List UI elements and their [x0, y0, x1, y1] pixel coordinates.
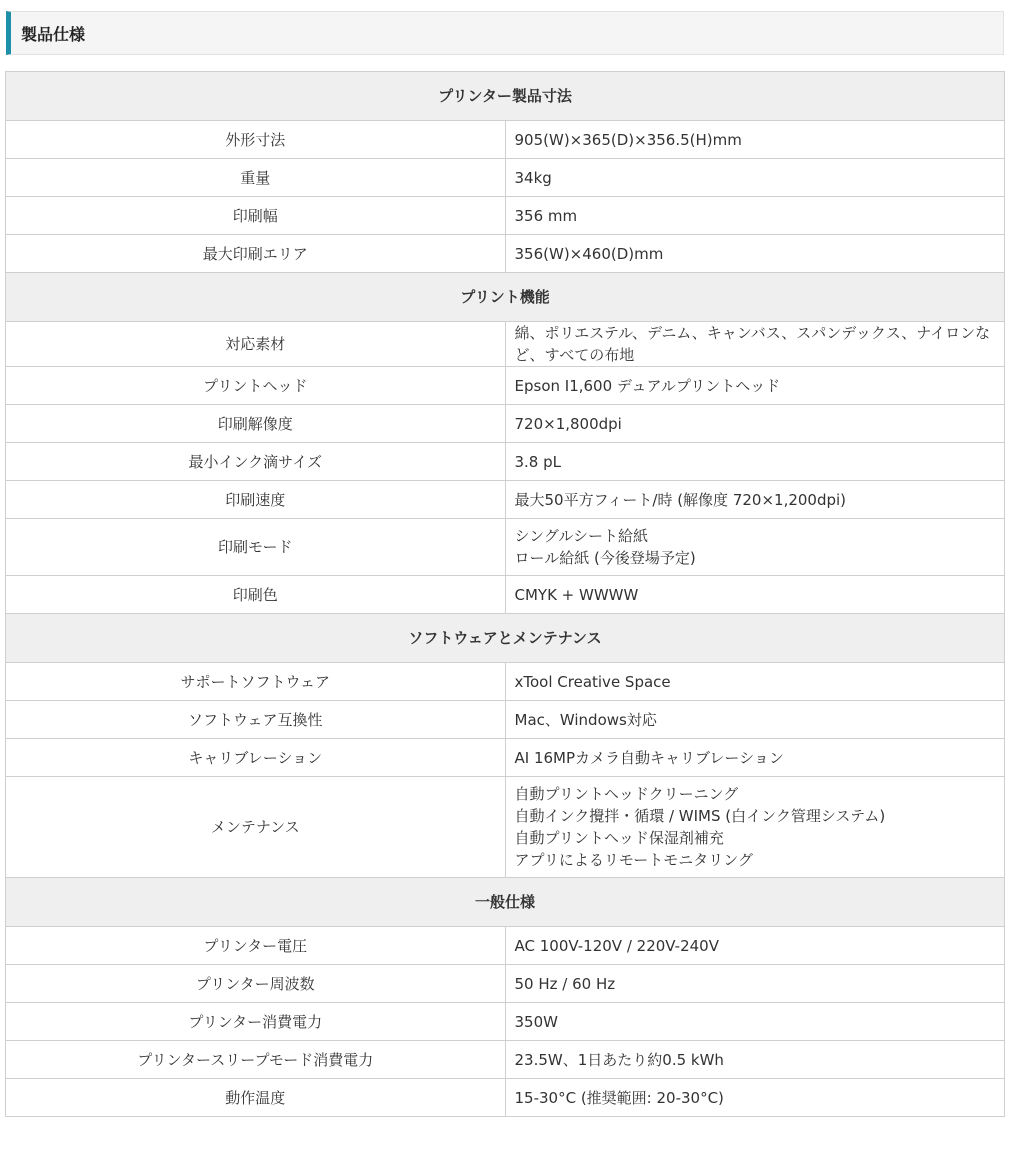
spec-value — [505, 235, 1005, 273]
spec-row — [6, 121, 1005, 159]
spec-value-line: ロール給紙 (今後登場予定) — [514, 549, 696, 567]
spec-value — [505, 663, 1005, 701]
spec-row — [6, 197, 1005, 235]
spec-label: プリンター周波数 — [6, 965, 506, 1003]
section-title: プリンター製品寸法 — [6, 72, 1005, 121]
spec-value-line: 自動プリントヘッドクリーニング — [514, 785, 739, 803]
spec-value-line: 350W — [514, 1012, 558, 1031]
section-header — [6, 878, 1005, 927]
spec-label: 外形寸法 — [6, 121, 506, 159]
spec-label: プリンタースリープモード消費電力 — [6, 1041, 506, 1079]
spec-label: 最大印刷エリア — [6, 235, 506, 273]
spec-value-line: 15-30°C (推奨範囲: 20-30°C) — [514, 1088, 724, 1107]
spec-row — [6, 367, 1005, 405]
spec-value — [505, 322, 1005, 367]
spec-value-line: 50 Hz / 60 Hz — [514, 974, 616, 993]
spec-value — [505, 965, 1005, 1003]
spec-value — [505, 197, 1005, 235]
spec-row — [6, 965, 1005, 1003]
spec-label: プリントヘッド — [6, 367, 506, 405]
section-header — [6, 614, 1005, 663]
spec-value — [505, 159, 1005, 197]
spec-table — [5, 71, 1005, 1117]
spec-value-line: 720×1,800dpi — [514, 414, 622, 433]
spec-label: 印刷幅 — [6, 197, 506, 235]
spec-value — [505, 121, 1005, 159]
spec-label: メンテナンス — [6, 777, 506, 878]
spec-label: 重量 — [6, 159, 506, 197]
spec-label: 印刷速度 — [6, 481, 506, 519]
section-title: 一般仕様 — [6, 878, 1005, 927]
spec-value — [505, 519, 1005, 576]
spec-value-line: 自動インク攪拌・循環 / WIMS (白インク管理システム) — [514, 807, 886, 825]
spec-row — [6, 663, 1005, 701]
spec-value — [505, 576, 1005, 614]
spec-value-line: AC 100V-120V / 220V-240V — [514, 936, 719, 955]
spec-row — [6, 1041, 1005, 1079]
spec-label: プリンター消費電力 — [6, 1003, 506, 1041]
spec-value-line: アプリによるリモートモニタリング — [514, 851, 754, 869]
spec-row — [6, 159, 1005, 197]
spec-label: 動作温度 — [6, 1079, 506, 1117]
spec-label: 印刷色 — [6, 576, 506, 614]
section-header — [6, 273, 1005, 322]
spec-value — [505, 481, 1005, 519]
spec-value-line: CMYK + WWWW — [514, 585, 639, 604]
spec-label: プリンター電圧 — [6, 927, 506, 965]
spec-value — [505, 1041, 1005, 1079]
spec-row — [6, 322, 1005, 367]
spec-value — [505, 1003, 1005, 1041]
spec-row — [6, 1003, 1005, 1041]
spec-row — [6, 443, 1005, 481]
spec-value-line: 最大50平方フィート/時 (解像度 720×1,200dpi) — [514, 490, 847, 509]
spec-value-line: 自動プリントヘッド保湿剤補充 — [514, 829, 724, 847]
spec-value — [505, 367, 1005, 405]
spec-label: 印刷解像度 — [6, 405, 506, 443]
spec-label: ソフトウェア互換性 — [6, 701, 506, 739]
spec-row — [6, 235, 1005, 273]
spec-value-line: 3.8 pL — [514, 452, 562, 471]
section-title: プリント機能 — [6, 273, 1005, 322]
spec-value-line: 905(W)×365(D)×356.5(H)mm — [514, 130, 742, 149]
spec-value — [505, 701, 1005, 739]
spec-value — [505, 405, 1005, 443]
spec-row — [6, 1079, 1005, 1117]
section-header — [6, 72, 1005, 121]
spec-value-line: 23.5W、1日あたり約0.5 kWh — [514, 1050, 724, 1069]
spec-value-line: シングルシート給紙 — [514, 527, 649, 545]
spec-row — [6, 405, 1005, 443]
section-title: ソフトウェアとメンテナンス — [6, 614, 1005, 663]
spec-label: 最小インク滴サイズ — [6, 443, 506, 481]
spec-row — [6, 701, 1005, 739]
spec-row — [6, 519, 1005, 576]
spec-label: 印刷モード — [6, 519, 506, 576]
spec-value-line: Mac、Windows対応 — [514, 710, 657, 729]
spec-row — [6, 481, 1005, 519]
spec-value-line: 綿、ポリエステル、デニム、キャンバス、スパンデックス、ナイロンなど、すべての布地 — [514, 324, 991, 364]
spec-value-line: 356(W)×460(D)mm — [514, 244, 664, 263]
page-title: 製品仕様 — [6, 11, 1004, 55]
spec-value — [505, 1079, 1005, 1117]
spec-row — [6, 739, 1005, 777]
spec-value — [505, 739, 1005, 777]
spec-value-line: Epson I1,600 デュアルプリントヘッド — [514, 376, 781, 395]
spec-value-line: 34kg — [514, 168, 552, 187]
spec-label: 対応素材 — [6, 322, 506, 367]
spec-label: サポートソフトウェア — [6, 663, 506, 701]
spec-row — [6, 927, 1005, 965]
spec-value — [505, 927, 1005, 965]
spec-value-line: xTool Creative Space — [514, 672, 671, 691]
spec-value — [505, 443, 1005, 481]
spec-row — [6, 777, 1005, 878]
spec-value-line: AI 16MPカメラ自動キャリブレーション — [514, 748, 784, 767]
spec-value-line: 356 mm — [514, 206, 578, 225]
spec-row — [6, 576, 1005, 614]
spec-label: キャリブレーション — [6, 739, 506, 777]
spec-value — [505, 777, 1005, 878]
